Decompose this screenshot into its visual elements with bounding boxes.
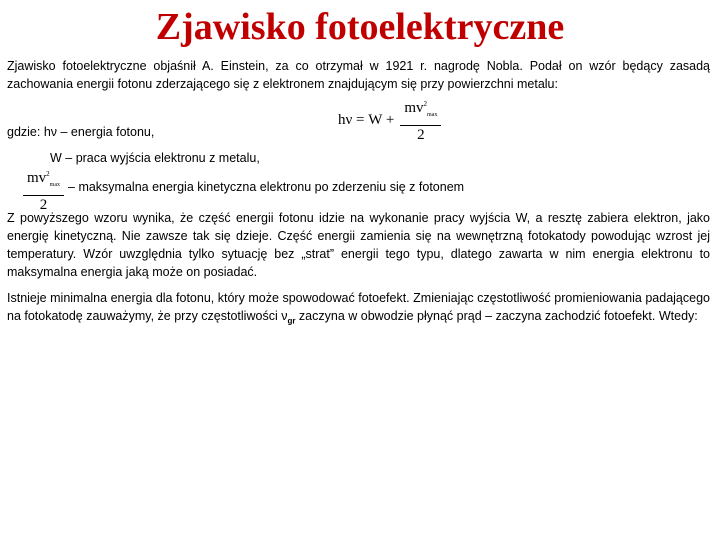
ek-numerator-sub: max: [49, 182, 61, 188]
ek-denominator: 2: [39, 197, 48, 213]
definition-work-function: W – praca wyjścia elektronu z metalu,: [50, 151, 260, 165]
nu-subscript: gr: [287, 316, 296, 326]
kinetic-energy-fraction: [400, 96, 441, 144]
explanation-paragraph: Z powyższego wzoru wynika, że część energii fotonu idzie na wykonanie pracy wyjścia W, a resztę zabiera elektron, jako energię kinetyczną. Nie zawsze tak się dzieje. Część energii zamienia się na wewnętrzną fotokatody powodując wzrost jej temperatury. Wzór uwzględnia tylko sytuację bez „strat” energii tego typu, dlatego zawarta w nim energia elektronu to maksymalna energia jaką może on posiadać.: [7, 211, 710, 279]
numerator-sup: 2: [423, 100, 428, 108]
intro-paragraph: Zjawisko fotoelektryczne objaśnił A. Einstein, za co otrzymał w 1921 r. nagrodę Nobla. Podał on wzór będący zasadą zachowania energii fotonu zderzającego się z elektronem znajdującym się przy powierzchni metalu:: [7, 59, 710, 91]
threshold-paragraph: [7, 289, 710, 331]
slide-title: Zjawisko fotoelektryczne: [155, 6, 565, 48]
ek-fraction: [23, 166, 64, 214]
ek-numerator-sup: 2: [46, 170, 50, 178]
ek-description: – maksymalna energia kinetyczna elektronu po zderzeniu się z fotonem: [68, 180, 465, 194]
numerator-sub: max: [427, 112, 438, 118]
formula-lhs: hν = W +: [338, 111, 395, 128]
definition-photon-energy: gdzie: hν – energia fotonu,: [7, 125, 155, 139]
threshold-text-after: zaczyna w obwodzie płynąć prąd – zaczyna zachodzić fotoefekt. Wtedy:: [295, 309, 698, 323]
threshold-text-before: Istnieje minimalna energia dla fotonu, który może spowodować fotoefekt. Zmieniając częstotliwość promieniowania padającego na fotokatodę zauważymy, że przy częstotliwości: [7, 291, 710, 323]
ek-numerator-base: mv: [27, 170, 47, 186]
einstein-formula: [338, 96, 441, 144]
nu-symbol: ν: [281, 309, 288, 323]
fraction-denominator: 2: [417, 127, 425, 143]
fraction-numerator: [400, 96, 441, 126]
numerator-base: mv: [404, 100, 424, 116]
ek-numerator: [23, 166, 64, 196]
definition-kinetic-energy: [23, 166, 464, 214]
